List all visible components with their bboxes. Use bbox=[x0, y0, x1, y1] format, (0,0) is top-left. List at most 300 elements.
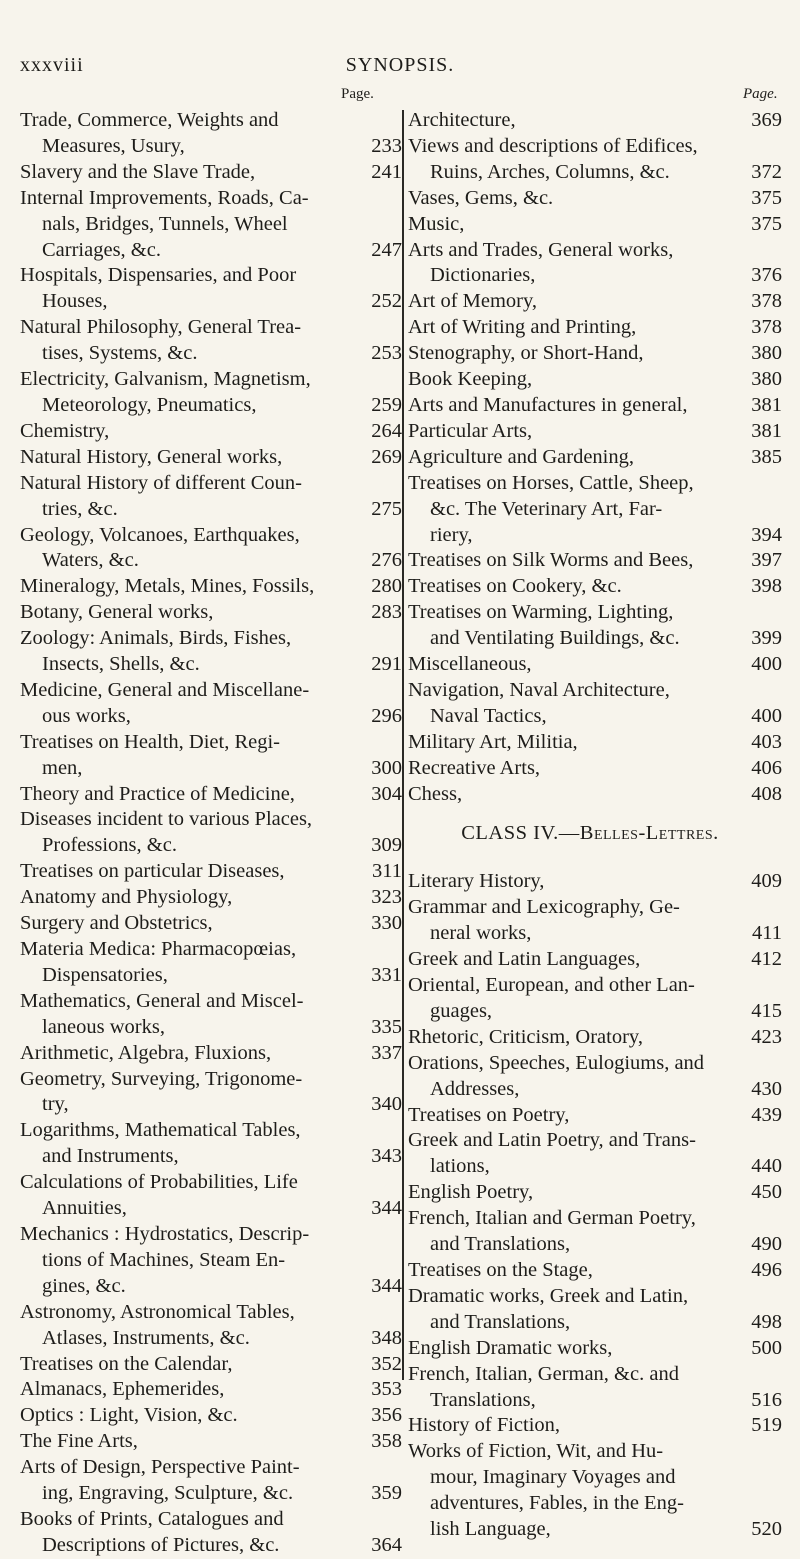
entry-text: Electricity, Galvanism, Magnetism, bbox=[20, 368, 311, 391]
entry-page-number: 375 bbox=[751, 186, 782, 209]
index-entry bbox=[20, 678, 402, 730]
index-entry-line bbox=[398, 756, 782, 782]
entry-text: gines, &c. bbox=[42, 1274, 126, 1297]
index-entry-line bbox=[398, 1206, 782, 1232]
entry-page-number: 378 bbox=[751, 316, 782, 339]
entry-page-number: 323 bbox=[371, 886, 402, 909]
index-entry bbox=[20, 315, 402, 367]
index-entry-line bbox=[398, 730, 782, 756]
index-entry-line bbox=[20, 108, 402, 134]
entry-text: Views and descriptions of Edifices, bbox=[408, 134, 698, 157]
entry-text: laneous works, bbox=[42, 1015, 165, 1038]
index-entry-line bbox=[20, 1352, 402, 1378]
entry-text: French, Italian, German, &c. and bbox=[408, 1362, 679, 1385]
entry-page-number: 380 bbox=[751, 368, 782, 391]
entry-text: Treatises on Poetry, bbox=[408, 1103, 570, 1126]
index-entry-line bbox=[20, 1326, 402, 1352]
index-entry bbox=[20, 730, 402, 782]
index-entry-line bbox=[20, 1300, 402, 1326]
index-entry-line bbox=[398, 1284, 782, 1310]
entry-text: Internal Improvements, Roads, Ca- bbox=[20, 186, 309, 209]
entry-text: Agriculture and Gardening, bbox=[408, 445, 634, 468]
entry-text: Ruins, Arches, Columns, &c. bbox=[430, 160, 670, 183]
index-entry bbox=[20, 1222, 402, 1300]
entry-text: Chemistry, bbox=[20, 419, 110, 442]
entry-page-number: 364 bbox=[371, 1533, 402, 1556]
index-entry bbox=[20, 574, 402, 600]
index-entry bbox=[398, 1413, 782, 1439]
entry-page-number: 343 bbox=[371, 1145, 402, 1168]
index-entry bbox=[398, 134, 782, 186]
index-entry bbox=[20, 1352, 402, 1378]
index-entry bbox=[398, 548, 782, 574]
index-entry-line bbox=[398, 289, 782, 315]
entry-text: Anatomy and Physiology, bbox=[20, 886, 233, 909]
entry-page-number: 340 bbox=[371, 1093, 402, 1116]
entry-text: Oriental, European, and other Lan- bbox=[408, 974, 695, 996]
index-entry bbox=[398, 289, 782, 315]
index-entry-line bbox=[20, 393, 402, 419]
entry-text: Materia Medica: Pharmacopœias, bbox=[20, 938, 297, 960]
index-entry-line bbox=[398, 1362, 782, 1388]
index-entry-line bbox=[20, 652, 402, 678]
entry-text: &c. The Veterinary Art, Far- bbox=[430, 497, 663, 520]
entry-page-number: 372 bbox=[751, 160, 782, 183]
index-entry-line bbox=[20, 419, 402, 445]
index-entry bbox=[20, 1041, 402, 1067]
index-entry bbox=[20, 108, 402, 160]
index-entry-line bbox=[20, 367, 402, 393]
entry-text: Slavery and the Slave Trade, bbox=[20, 160, 256, 183]
entry-page-number: 241 bbox=[371, 160, 402, 183]
entry-text: Treatises on the Stage, bbox=[408, 1258, 593, 1281]
index-entry bbox=[398, 445, 782, 471]
index-entry-line bbox=[20, 937, 402, 963]
index-entry-line bbox=[398, 315, 782, 341]
index-entry-line bbox=[20, 263, 402, 289]
entry-page-number: 520 bbox=[751, 1518, 782, 1541]
index-entry-line bbox=[398, 548, 782, 574]
index-entry-line bbox=[398, 212, 782, 238]
entry-text: ing, Engraving, Sculpture, &c. bbox=[42, 1482, 294, 1505]
index-entry-line bbox=[20, 911, 402, 937]
index-entry bbox=[398, 315, 782, 341]
index-entry bbox=[20, 445, 402, 471]
index-entry bbox=[398, 1206, 782, 1258]
index-entry-line bbox=[20, 1170, 402, 1196]
index-entry bbox=[398, 973, 782, 1025]
index-entry-line bbox=[20, 1118, 402, 1144]
entry-page-number: 516 bbox=[751, 1388, 782, 1411]
index-entry bbox=[20, 885, 402, 911]
index-entry-line bbox=[398, 1103, 782, 1129]
index-entry bbox=[20, 782, 402, 808]
entry-text: Natural History, General works, bbox=[20, 445, 283, 468]
entry-text: Treatises on particular Diseases, bbox=[20, 860, 285, 883]
index-entry-line bbox=[398, 497, 782, 523]
index-entry-line bbox=[20, 730, 402, 756]
entry-text: Translations, bbox=[430, 1388, 536, 1411]
entry-text: Houses, bbox=[42, 290, 108, 313]
entry-page-number: 439 bbox=[751, 1103, 782, 1126]
index-entry-line bbox=[20, 1222, 402, 1248]
index-entry bbox=[398, 869, 782, 895]
index-entry bbox=[398, 1362, 782, 1414]
entry-page-number: 356 bbox=[371, 1404, 402, 1427]
index-entry-line bbox=[398, 341, 782, 367]
index-entry-line bbox=[20, 1041, 402, 1067]
index-entry bbox=[398, 895, 782, 947]
entry-page-number: 398 bbox=[751, 575, 782, 598]
index-entry bbox=[398, 1051, 782, 1103]
entry-text: Hospitals, Dispensaries, and Poor bbox=[20, 264, 297, 287]
entry-text: Recreative Arts, bbox=[408, 756, 541, 779]
index-entry bbox=[20, 1507, 402, 1559]
index-entry-line bbox=[20, 626, 402, 652]
entry-page-number: 381 bbox=[751, 393, 782, 416]
index-entry bbox=[20, 471, 402, 523]
entry-page-number: 415 bbox=[751, 999, 782, 1022]
entry-text: History of Fiction, bbox=[408, 1414, 561, 1437]
index-entry bbox=[20, 859, 402, 885]
index-entry bbox=[398, 1128, 782, 1180]
entry-page-number: 500 bbox=[751, 1336, 782, 1359]
entry-page-number: 353 bbox=[371, 1378, 402, 1401]
index-entry bbox=[398, 108, 782, 134]
entry-text: Works of Fiction, Wit, and Hu- bbox=[408, 1440, 664, 1463]
entry-text: Carriages, &c. bbox=[42, 238, 161, 261]
index-entry bbox=[398, 756, 782, 782]
entry-text: Rhetoric, Criticism, Oratory, bbox=[408, 1025, 643, 1048]
entry-page-number: 253 bbox=[371, 342, 402, 365]
entry-text: Diseases incident to various Places, bbox=[20, 808, 313, 831]
entry-text: Geometry, Surveying, Trigonome- bbox=[20, 1067, 303, 1090]
entry-page-number: 403 bbox=[751, 730, 782, 753]
index-entry-line bbox=[398, 1336, 782, 1362]
entry-text: Zoology: Animals, Birds, Fishes, bbox=[20, 627, 292, 650]
entry-page-number: 375 bbox=[751, 212, 782, 235]
index-entry-line bbox=[398, 186, 782, 212]
entry-page-number: 337 bbox=[371, 1041, 402, 1064]
index-entry-line bbox=[20, 1403, 402, 1429]
index-entry-line bbox=[398, 1025, 782, 1051]
index-entry-line bbox=[20, 341, 402, 367]
index-entry-line bbox=[20, 859, 402, 885]
entry-text: Surgery and Obstetrics, bbox=[20, 912, 213, 935]
entry-text: and Translations, bbox=[430, 1310, 571, 1333]
index-entry-line bbox=[398, 367, 782, 393]
entry-text: and Instruments, bbox=[42, 1145, 179, 1168]
index-entry-line bbox=[398, 678, 782, 704]
entry-page-number: 264 bbox=[371, 419, 402, 442]
left-column-index bbox=[20, 108, 402, 1559]
index-entry-line bbox=[20, 238, 402, 264]
entry-text: Art of Memory, bbox=[408, 290, 538, 313]
index-entry-line bbox=[20, 134, 402, 160]
index-entry bbox=[398, 471, 782, 549]
index-entry bbox=[398, 1258, 782, 1284]
entry-page-number: 380 bbox=[751, 342, 782, 365]
entry-text: riery, bbox=[430, 523, 473, 546]
right-column-section-a bbox=[398, 108, 782, 807]
page-column-label-left: Page. bbox=[341, 86, 374, 102]
index-entry-line bbox=[20, 1067, 402, 1093]
index-entry-line bbox=[20, 289, 402, 315]
index-entry bbox=[20, 989, 402, 1041]
index-entry-line bbox=[20, 756, 402, 782]
index-entry bbox=[20, 367, 402, 419]
entry-text: Trade, Commerce, Weights and bbox=[20, 109, 279, 131]
entry-text: Natural Philosophy, General Trea- bbox=[20, 316, 302, 339]
entry-text: and Ventilating Buildings, &c. bbox=[430, 627, 680, 650]
entry-text: Grammar and Lexicography, Ge- bbox=[408, 896, 680, 919]
index-entry-line bbox=[20, 885, 402, 911]
entry-page-number: 304 bbox=[371, 782, 402, 805]
entry-text: Treatises on Warming, Lighting, bbox=[408, 601, 674, 624]
index-entry-line bbox=[20, 1015, 402, 1041]
index-entry-line bbox=[20, 1196, 402, 1222]
entry-text: Insects, Shells, &c. bbox=[42, 653, 200, 676]
entry-page-number: 519 bbox=[751, 1414, 782, 1437]
index-entry-line bbox=[20, 548, 402, 574]
entry-text: Books of Prints, Catalogues and bbox=[20, 1507, 284, 1530]
entry-text: Annuities, bbox=[42, 1197, 127, 1220]
index-entry bbox=[20, 1170, 402, 1222]
entry-page-number: 378 bbox=[751, 290, 782, 313]
index-entry bbox=[20, 523, 402, 575]
entry-text: Mechanics : Hydrostatics, Descrip- bbox=[20, 1222, 310, 1245]
index-entry-line bbox=[398, 626, 782, 652]
index-entry-line bbox=[20, 160, 402, 186]
entry-page-number: 399 bbox=[751, 627, 782, 650]
index-entry bbox=[20, 1429, 402, 1455]
roman-page-number: xxxviii bbox=[20, 54, 84, 76]
index-entry-line bbox=[20, 807, 402, 833]
entry-text: Mineralogy, Metals, Mines, Fossils, bbox=[20, 575, 315, 598]
entry-text: tries, &c. bbox=[42, 497, 118, 520]
index-entry-line bbox=[20, 963, 402, 989]
index-entry bbox=[20, 263, 402, 315]
index-entry-line bbox=[20, 1144, 402, 1170]
entry-text: Meteorology, Pneumatics, bbox=[42, 393, 257, 416]
running-header bbox=[0, 54, 800, 84]
entry-text: Music, bbox=[408, 212, 465, 235]
index-entry bbox=[20, 807, 402, 859]
index-entry-line bbox=[398, 600, 782, 626]
index-entry-line bbox=[20, 1274, 402, 1300]
index-entry bbox=[20, 626, 402, 678]
entry-text: Addresses, bbox=[430, 1077, 520, 1100]
entry-page-number: 330 bbox=[371, 912, 402, 935]
entry-page-number: 359 bbox=[371, 1482, 402, 1505]
entry-page-number: 291 bbox=[371, 653, 402, 676]
index-entry-line bbox=[398, 652, 782, 678]
index-entry bbox=[398, 947, 782, 973]
entry-text: Treatises on Horses, Cattle, Sheep, bbox=[408, 471, 694, 494]
entry-text: Natural History of different Coun- bbox=[20, 471, 302, 494]
index-entry bbox=[20, 186, 402, 264]
entry-text: ous works, bbox=[42, 704, 131, 727]
index-entry bbox=[398, 419, 782, 445]
entry-page-number: 348 bbox=[371, 1326, 402, 1349]
entry-page-number: 296 bbox=[371, 704, 402, 727]
index-entry-line bbox=[398, 1180, 782, 1206]
index-entry-line bbox=[398, 921, 782, 947]
entry-page-number: 381 bbox=[751, 419, 782, 442]
entry-text: Treatises on Health, Diet, Regi- bbox=[20, 730, 281, 753]
entry-page-number: 450 bbox=[751, 1181, 782, 1204]
index-entry-line bbox=[20, 1429, 402, 1455]
entry-text: Arts and Trades, General works, bbox=[408, 238, 674, 261]
entry-page-number: 358 bbox=[371, 1430, 402, 1453]
index-entry bbox=[20, 1118, 402, 1170]
entry-text: Professions, &c. bbox=[42, 834, 177, 857]
entry-text: Literary History, bbox=[408, 870, 545, 893]
right-column-index bbox=[398, 108, 782, 1543]
entry-text: try, bbox=[42, 1093, 69, 1116]
index-entry-line bbox=[398, 895, 782, 921]
entry-text: Dramatic works, Greek and Latin, bbox=[408, 1284, 689, 1307]
entry-page-number: 394 bbox=[751, 523, 782, 546]
entry-page-number: 369 bbox=[751, 109, 782, 131]
entry-text: Greek and Latin Poetry, and Trans- bbox=[408, 1129, 696, 1152]
entry-page-number: 259 bbox=[371, 393, 402, 416]
entry-text: Waters, &c. bbox=[42, 549, 139, 572]
index-entry-line bbox=[20, 445, 402, 471]
index-entry-line bbox=[398, 704, 782, 730]
entry-page-number: 409 bbox=[751, 870, 782, 893]
entry-text: nals, Bridges, Tunnels, Wheel bbox=[42, 212, 288, 235]
entry-text: men, bbox=[42, 756, 83, 779]
entry-text: Mathematics, General and Miscel- bbox=[20, 989, 304, 1012]
index-entry-line bbox=[20, 704, 402, 730]
entry-text: and Translations, bbox=[430, 1233, 571, 1256]
entry-text: tions of Machines, Steam En- bbox=[42, 1248, 286, 1271]
entry-page-number: 344 bbox=[371, 1274, 402, 1297]
index-entry-line bbox=[398, 238, 782, 264]
entry-text: Orations, Speeches, Eulogiums, and bbox=[408, 1051, 705, 1074]
index-entry bbox=[20, 600, 402, 626]
entry-text: Miscellaneous, bbox=[408, 653, 532, 676]
index-entry-line bbox=[20, 315, 402, 341]
entry-text: Treatises on Cookery, &c. bbox=[408, 575, 622, 598]
index-entry-line bbox=[398, 419, 782, 445]
index-entry bbox=[398, 574, 782, 600]
index-entry-line bbox=[398, 999, 782, 1025]
entry-text: Chess, bbox=[408, 782, 463, 805]
index-entry bbox=[20, 1403, 402, 1429]
entry-page-number: 440 bbox=[751, 1155, 782, 1178]
index-entry bbox=[398, 1103, 782, 1129]
entry-text: Arithmetic, Algebra, Fluxions, bbox=[20, 1041, 272, 1064]
entry-text: Dictionaries, bbox=[430, 264, 536, 287]
entry-text: Vases, Gems, &c. bbox=[408, 186, 554, 209]
running-title: SYNOPSIS. bbox=[345, 54, 455, 76]
index-entry-line bbox=[20, 186, 402, 212]
index-entry-line bbox=[20, 782, 402, 808]
class-heading bbox=[398, 807, 782, 869]
entry-text: Stenography, or Short-Hand, bbox=[408, 342, 644, 365]
entry-page-number: 376 bbox=[751, 264, 782, 287]
entry-page-number: 423 bbox=[751, 1025, 782, 1048]
entry-text: Arts of Design, Perspective Paint- bbox=[20, 1456, 300, 1479]
index-entry-line bbox=[20, 497, 402, 523]
entry-page-number: 490 bbox=[751, 1233, 782, 1256]
entry-text: Theory and Practice of Medicine, bbox=[20, 782, 295, 805]
index-entry-line bbox=[398, 1258, 782, 1284]
entry-page-number: 412 bbox=[751, 948, 782, 971]
entry-page-number: 411 bbox=[752, 922, 782, 945]
index-entry-line bbox=[20, 1377, 402, 1403]
index-entry bbox=[398, 1336, 782, 1362]
index-entry-line bbox=[398, 263, 782, 289]
index-entry-line bbox=[20, 1533, 402, 1559]
entry-text: Treatises on the Calendar, bbox=[20, 1352, 233, 1375]
entry-text: Art of Writing and Printing, bbox=[408, 316, 637, 339]
entry-page-number: 247 bbox=[371, 238, 402, 261]
index-entry-line bbox=[398, 471, 782, 497]
class-heading-prefix: CLASS IV.— bbox=[461, 822, 580, 845]
entry-page-number: 406 bbox=[751, 756, 782, 779]
entry-text: Atlases, Instruments, &c. bbox=[42, 1326, 250, 1349]
entry-page-number: 385 bbox=[751, 445, 782, 468]
index-entry-line bbox=[398, 1439, 782, 1465]
entry-text: adventures, Fables, in the Eng- bbox=[430, 1492, 684, 1515]
index-entry-line bbox=[398, 1388, 782, 1414]
entry-page-number: 309 bbox=[371, 834, 402, 857]
index-entry-line bbox=[398, 1051, 782, 1077]
entry-page-number: 408 bbox=[751, 782, 782, 805]
entry-page-number: 311 bbox=[372, 860, 402, 883]
entry-text: tises, Systems, &c. bbox=[42, 342, 198, 365]
index-entry bbox=[20, 419, 402, 445]
index-entry bbox=[398, 393, 782, 419]
index-entry bbox=[20, 160, 402, 186]
entry-text: Calculations of Probabilities, Life bbox=[20, 1171, 298, 1194]
index-entry bbox=[398, 238, 782, 290]
entry-text: English Poetry, bbox=[408, 1181, 534, 1204]
index-entry bbox=[20, 1377, 402, 1403]
entry-page-number: 335 bbox=[371, 1015, 402, 1038]
entry-text: English Dramatic works, bbox=[408, 1336, 613, 1359]
entry-page-number: 397 bbox=[751, 549, 782, 572]
entry-page-number: 331 bbox=[371, 963, 402, 986]
entry-text: guages, bbox=[430, 999, 493, 1022]
entry-page-number: 430 bbox=[751, 1077, 782, 1100]
entry-page-number: 496 bbox=[751, 1258, 782, 1281]
index-entry-line bbox=[398, 1232, 782, 1258]
index-entry bbox=[398, 730, 782, 756]
entry-text: Greek and Latin Languages, bbox=[408, 948, 641, 971]
entry-page-number: 276 bbox=[371, 549, 402, 572]
index-entry-line bbox=[398, 1413, 782, 1439]
entry-text: Botany, General works, bbox=[20, 601, 214, 624]
entry-text: Architecture, bbox=[408, 109, 516, 131]
index-entry-line bbox=[398, 160, 782, 186]
index-entry-line bbox=[398, 574, 782, 600]
entry-page-number: 252 bbox=[371, 290, 402, 313]
index-entry-line bbox=[20, 989, 402, 1015]
index-entry-line bbox=[20, 1455, 402, 1481]
index-entry-line bbox=[398, 1154, 782, 1180]
index-entry bbox=[20, 911, 402, 937]
page-column-label-right: Page. bbox=[743, 86, 778, 102]
entry-page-number: 344 bbox=[371, 1197, 402, 1220]
index-entry-line bbox=[398, 782, 782, 808]
entry-text: French, Italian and German Poetry, bbox=[408, 1207, 696, 1230]
entry-text: Astronomy, Astronomical Tables, bbox=[20, 1300, 295, 1323]
index-entry-line bbox=[20, 574, 402, 600]
